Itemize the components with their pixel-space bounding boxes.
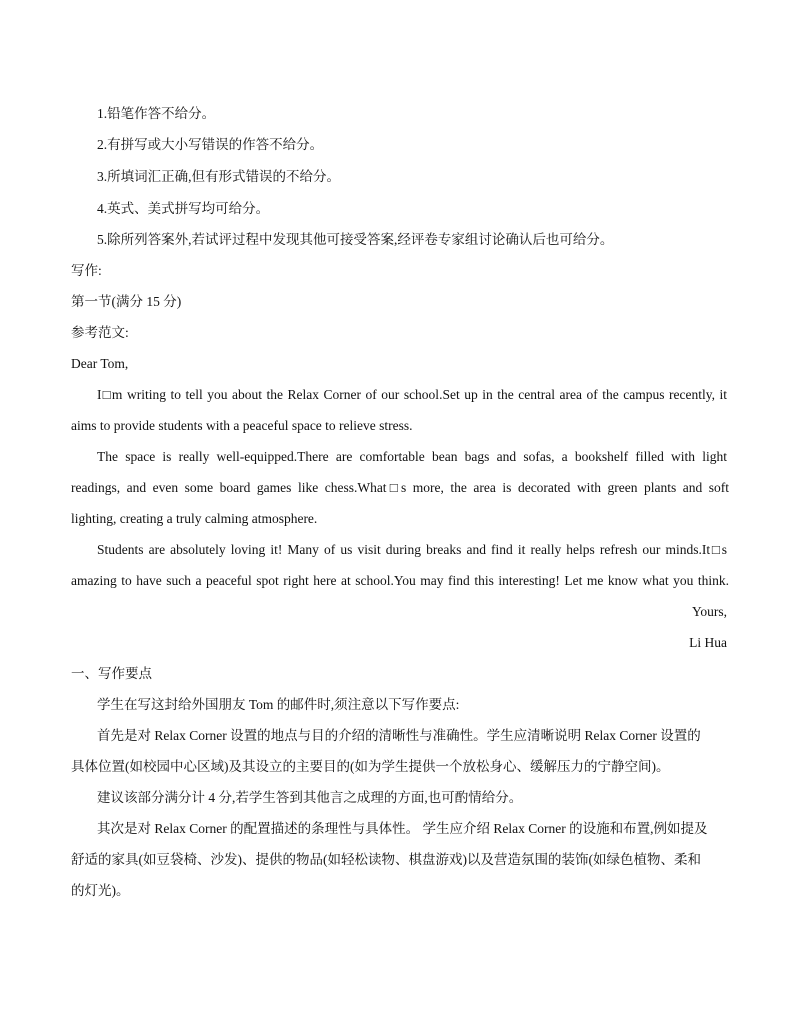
letter-salutation: Dear Tom, (71, 356, 129, 371)
letter-para2-line3: lighting, creating a truly calming atmosphere. (71, 511, 318, 526)
key-point-1-line1: 首先是对 Relax Corner 设置的地点与目的介绍的清晰性与准确性。学生应清晰说明 Relax Corner 设置的 (97, 728, 701, 743)
rule-4: 4.英式、美式拼写均可给分。 (97, 201, 270, 216)
letter-para1-line1: I□m writing to tell you about the Relax Corner of our school.Set up in the central area of the campus recently, it (97, 387, 727, 402)
letter-para1-line2: aims to provide students with a peaceful space to relieve stress. (71, 418, 413, 433)
key-point-scoring-note: 建议该部分满分计 4 分,若学生答到其他言之成理的方面,也可酌情给分。 (97, 790, 523, 805)
rule-5: 5.除所列答案外,若试评过程中发现其他可接受答案,经评卷专家组讨论确认后也可给分。 (97, 232, 614, 247)
section-writing-heading: 写作: (71, 263, 102, 278)
key-point-1-line2: 具体位置(如校园中心区域)及其设立的主要目的(如为学生提供一个放松身心、缓解压力的宁静空间)。 (71, 759, 670, 774)
key-point-2-line3: 的灯光)。 (71, 883, 130, 898)
section-part1-heading: 第一节(满分 15 分) (71, 294, 182, 309)
key-point-2-line2: 舒适的家具(如豆袋椅、沙发)、提供的物品(如轻松读物、棋盘游戏)以及营造氛围的装饰(如绿色植物、柔和 (71, 852, 701, 867)
letter-para3-line1: Students are absolutely loving it! Many of us visit during breaks and find it really helps refresh our minds.It□s (97, 542, 727, 557)
rule-3: 3.所填词汇正确,但有形式错误的不给分。 (97, 169, 340, 184)
letter-para3-line2: amazing to have such a peaceful spot right here at school.You may find this interesting! Let me know what you think. (71, 573, 729, 588)
key-points-intro: 学生在写这封给外国朋友 Tom 的邮件时,须注意以下写作要点: (97, 697, 460, 712)
sample-essay-label: 参考范文: (71, 325, 129, 340)
key-point-2-line1: 其次是对 Relax Corner 的配置描述的条理性与具体性。 学生应介绍 Relax Corner 的设施和布置,例如提及 (97, 821, 708, 836)
key-points-heading: 一、写作要点 (71, 666, 152, 681)
rule-2: 2.有拼写或大小写错误的作答不给分。 (97, 137, 324, 152)
rule-1: 1.铅笔作答不给分。 (97, 106, 216, 121)
letter-closing: Yours, (691, 604, 727, 619)
letter-para2-line1: The space is really well-equipped.There are comfortable bean bags and sofas, a bookshelf filled with light (97, 449, 727, 464)
letter-para2-line2: readings, and even some board games like chess.What□s more, the area is decorated with green plants and soft (71, 480, 729, 495)
letter-signature: Li Hua (689, 635, 727, 650)
